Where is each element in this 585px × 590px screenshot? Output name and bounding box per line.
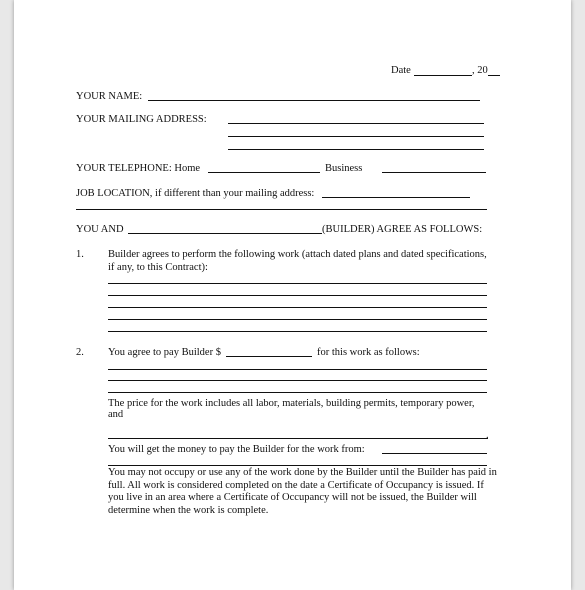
year-prefix: , 20 xyxy=(472,65,488,76)
mailing-address-blank-1[interactable] xyxy=(228,123,484,124)
occupancy-paragraph: You may not occupy or use any of the work done by the Builder until the Builder has paid in full. All work is considered completed on the date a Certificate of Occupancy is issued. If you live in an area where a Certificate of Occupancy will not be issued, the Builder will determine when the work is complete. xyxy=(108,467,497,516)
date-blank[interactable] xyxy=(414,75,472,76)
builder-agree-label: (BUILDER) AGREE AS FOLLOWS: xyxy=(322,224,483,235)
your-name-blank[interactable] xyxy=(148,100,480,101)
contract-page xyxy=(14,0,571,590)
payment-terms-blank-2[interactable] xyxy=(108,380,487,381)
money-source-blank-1[interactable] xyxy=(382,453,487,454)
home-phone-blank[interactable] xyxy=(208,172,320,173)
work-description-blank-4[interactable] xyxy=(108,319,487,320)
money-source-label: You will get the money to pay the Builder for the work from: xyxy=(108,444,365,455)
payment-terms-blank-3[interactable] xyxy=(108,392,487,393)
work-description-blank-2[interactable] xyxy=(108,295,487,296)
job-location-blank-2[interactable] xyxy=(76,209,487,210)
price-includes-line-2: and xyxy=(108,409,124,420)
for-work-label: for this work as follows: xyxy=(317,347,420,358)
mailing-address-label: YOUR MAILING ADDRESS: xyxy=(76,114,207,125)
telephone-label: YOUR TELEPHONE: Home xyxy=(76,163,201,174)
pay-amount-blank[interactable] xyxy=(226,356,312,357)
mailing-address-blank-2[interactable] xyxy=(228,136,484,137)
item-1-text-line-2: if any, to this Contract): xyxy=(108,262,208,273)
item-2-number: 2. xyxy=(76,347,84,358)
job-location-label: JOB LOCATION, if different than your mailing address: xyxy=(76,188,315,199)
work-description-blank-1[interactable] xyxy=(108,283,487,284)
business-label: Business xyxy=(325,163,363,174)
you-and-label: YOU AND xyxy=(76,224,124,235)
builder-name-blank[interactable] xyxy=(128,233,322,234)
pay-builder-label: You agree to pay Builder $ xyxy=(108,347,221,358)
item-1-text-line-1: Builder agrees to perform the following work (attach dated plans and dated specifications, xyxy=(108,249,487,260)
price-includes-period: . xyxy=(486,430,489,441)
item-1-number: 1. xyxy=(76,249,84,260)
price-includes-line-1: The price for the work includes all labor, materials, building permits, temporary power, xyxy=(108,398,475,409)
job-location-blank-1[interactable] xyxy=(322,197,470,198)
date-label: Date xyxy=(391,65,411,76)
payment-terms-blank-1[interactable] xyxy=(108,369,487,370)
your-name-label: YOUR NAME: xyxy=(76,91,143,102)
business-phone-blank[interactable] xyxy=(382,172,486,173)
money-source-blank-2[interactable] xyxy=(108,465,487,466)
mailing-address-blank-3[interactable] xyxy=(228,149,484,150)
price-includes-blank[interactable] xyxy=(108,438,488,439)
work-description-blank-3[interactable] xyxy=(108,307,487,308)
year-blank[interactable] xyxy=(488,75,500,76)
work-description-blank-5[interactable] xyxy=(108,331,487,332)
